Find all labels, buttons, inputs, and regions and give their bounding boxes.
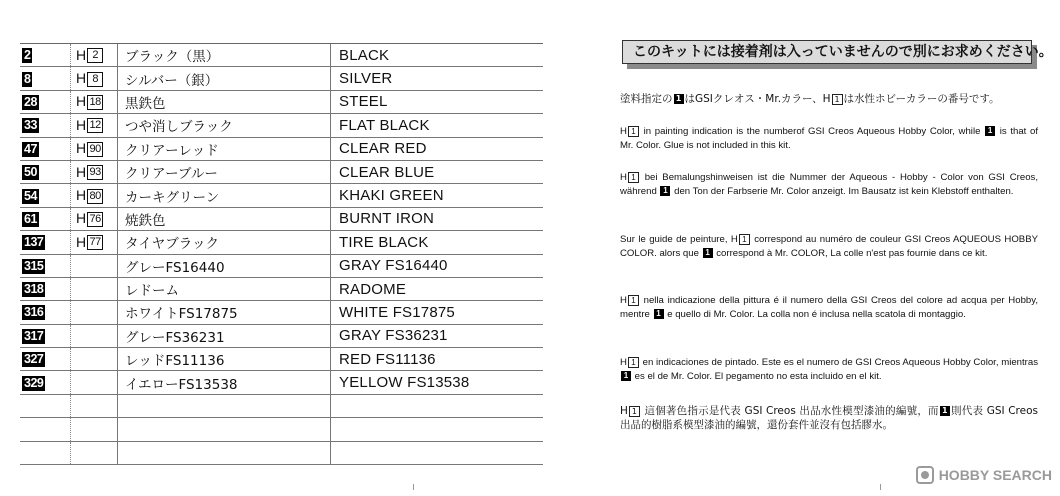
note-japanese [620,92,1038,106]
color-name-japanese: イエローFS13538 [118,371,331,394]
color-row [20,371,543,394]
color-code-cell [20,348,71,371]
color-code-cell [20,114,71,137]
note-text: nella indicazione della pittura é il numero della GSI Creos del colore ad acqua per Hobby, mentre [620,295,1038,320]
mr-color-code-badge: 28 [24,94,37,109]
aqueous-code-box: 90 [87,142,103,157]
aqueous-code-cell [71,184,118,207]
aqueous-code-cell [71,90,118,113]
color-name-japanese: ホワイトFS17875 [118,301,331,324]
note-text: はGSIクレオス・Mr.カラー、H [684,93,831,105]
note-text: H [620,357,627,368]
note-text: 這個著色指示是代表 GSI Creos 出品水性模型漆油的編號，而 [640,405,939,417]
color-name-japanese: レッドFS11136 [118,348,331,371]
color-name-english: CLEAR BLUE [331,160,543,183]
color-code-cell [20,301,71,324]
color-name-english [331,418,543,441]
mr-color-code-badge: 8 [24,71,31,86]
note-text: 則代表 GSI Creos 出品的樹脂系模型漆油的編號，還份套件並沒有包括膠水。 [620,405,1038,431]
color-name-english: KHAKI GREEN [331,184,543,207]
mr-color-badge-icon: 1 [621,371,631,381]
color-code-cell [20,231,71,254]
color-code-cell [20,441,71,464]
color-row [20,137,543,160]
aqueous-code-cell [71,394,118,417]
note-text: den Ton der Farbserie Mr. Color anzeigt. Im Bausatz ist kein Klebstoff enthalten. [671,186,1014,197]
notes-panel [620,40,1053,431]
aqueous-prefix: H [76,93,87,110]
aqueous-code-box: 12 [87,118,103,133]
note-english [620,125,1038,153]
aqueous-code-cell [71,207,118,230]
aqueous-code-cell [71,324,118,347]
mr-color-badge-icon: 1 [703,248,713,258]
mr-color-code-badge: 327 [24,352,44,367]
color-row [20,67,543,90]
aqueous-prefix: H [76,116,87,133]
note-spanish [620,356,1038,384]
color-code-cell [20,160,71,183]
mr-color-code-badge: 318 [24,282,44,297]
color-name-english: GRAY FS16440 [331,254,543,277]
aqueous-prefix: H [76,70,87,87]
aqueous-code-cell [71,231,118,254]
mr-color-code-badge: 61 [24,211,37,226]
aqueous-color-box-icon: 1 [628,126,639,137]
margin-tick [880,484,881,490]
note-text: bei Bemalungshinweisen ist die Nummer der Aqueous - Hobby - Color von GSI Creos, während [620,172,1038,197]
color-name-english: GRAY FS36231 [331,324,543,347]
note-text: correspond à Mr. COLOR, La colle n'est pas fournie dans ce kit. [713,248,988,259]
color-name-japanese: レドーム [118,277,331,300]
note-german [620,171,1038,199]
mr-color-code-badge: 315 [24,258,44,273]
aqueous-prefix: H [76,233,87,250]
note-text: e quello di Mr. Color. La colla non é inclusa nella scatola di montaggio. [664,309,966,320]
note-chinese [620,404,1038,432]
color-code-cell [20,137,71,160]
color-row [20,231,543,254]
mr-color-code-badge: 137 [24,235,44,250]
aqueous-code-cell [71,114,118,137]
mr-color-code-badge: 317 [24,328,44,343]
color-name-english [331,394,543,417]
color-code-cell [20,90,71,113]
color-name-japanese: タイヤブラック [118,231,331,254]
mr-color-badge-icon: 1 [940,406,950,416]
color-row [20,324,543,347]
color-name-japanese [118,394,331,417]
color-row [20,207,543,230]
aqueous-code-cell [71,160,118,183]
note-text: en indicaciones de pintado. Este es el numero de GSI Creos Aqueous Hobby Color, mientras [639,357,1038,368]
note-text: H [620,126,627,137]
color-name-english: YELLOW FS13538 [331,371,543,394]
aqueous-prefix: H [76,46,87,63]
note-text: H [620,295,627,306]
color-name-japanese: カーキグリーン [118,184,331,207]
color-row [20,44,543,67]
mr-color-code-badge: 316 [24,305,44,320]
aqueous-color-box-icon: 1 [628,357,639,368]
color-code-cell [20,277,71,300]
glue-notice-text: このキットには接着剤は入っていませんので別にお求めください。 [622,40,1032,64]
mr-color-code-badge: 33 [24,118,37,133]
color-name-english: STEEL [331,90,543,113]
note-text: H [620,172,627,183]
color-code-cell [20,67,71,90]
color-name-english: RED FS11136 [331,348,543,371]
aqueous-code-cell [71,441,118,464]
color-name-english: RADOME [331,277,543,300]
mr-color-badge-icon: 1 [674,94,684,104]
aqueous-prefix: H [76,140,87,157]
color-code-cell [20,324,71,347]
color-name-english: CLEAR RED [331,137,543,160]
aqueous-prefix: H [76,210,87,227]
color-code-cell [20,394,71,417]
note-italian [620,294,1038,322]
color-code-cell [20,44,71,67]
aqueous-code-box: 76 [87,212,103,227]
aqueous-code-box: 77 [87,235,103,250]
note-text: is that of Mr. Color. Glue is not included in this kit. [620,126,1038,151]
aqueous-code-box: 2 [87,48,103,63]
note-text: correspond au numéro de couleur GSI Creos AQUEOUS HOBBY COLOR. alors que [620,234,1038,259]
color-name-japanese: グレーFS16440 [118,254,331,277]
color-name-japanese: つや消しブラック [118,114,331,137]
color-name-english: FLAT BLACK [331,114,543,137]
aqueous-code-box: 8 [87,72,103,87]
mr-color-code-badge: 54 [24,188,37,203]
color-row [20,184,543,207]
mr-color-badge-icon: 1 [660,186,670,196]
color-name-japanese [118,418,331,441]
aqueous-code-cell [71,67,118,90]
aqueous-code-cell [71,418,118,441]
aqueous-prefix: H [76,163,87,180]
color-code-cell [20,254,71,277]
aqueous-code-box: 93 [87,165,103,180]
color-row [20,394,543,417]
color-row [20,114,543,137]
note-text: は水性ホビーカラーの番号です。 [843,93,1000,105]
color-row [20,160,543,183]
color-name-english: SILVER [331,67,543,90]
color-name-japanese [118,441,331,464]
note-text: H [620,405,628,417]
color-row [20,277,543,300]
color-name-japanese: 焼鉄色 [118,207,331,230]
color-name-english: BURNT IRON [331,207,543,230]
color-name-english [331,441,543,464]
mr-color-code-badge: 47 [24,141,37,156]
note-french [620,233,1038,261]
margin-tick [413,484,414,490]
mr-color-code-badge: 329 [24,375,44,390]
note-text: 塗料指定の [620,93,673,105]
color-name-japanese: シルバー（銀） [118,67,331,90]
color-name-japanese: グレーFS36231 [118,324,331,347]
aqueous-code-box: 18 [87,95,103,110]
mr-color-badge-icon: 1 [654,309,664,319]
color-name-japanese: 黒鉄色 [118,90,331,113]
aqueous-code-cell [71,348,118,371]
paint-color-table [20,43,543,465]
aqueous-code-box: 80 [87,189,103,204]
color-name-english: BLACK [331,44,543,67]
note-text: in painting indication is the numberof GSI Creos Aqueous Hobby Color, while [639,126,985,137]
note-text: Sur le guide de peinture, H [620,234,738,245]
aqueous-code-cell [71,277,118,300]
color-code-cell [20,371,71,394]
hobbysearch-watermark [916,462,1052,488]
aqueous-code-cell [71,301,118,324]
aqueous-code-cell [71,137,118,160]
watermark-brand: HOBBY SEARCH [938,467,1052,483]
color-row [20,90,543,113]
mr-color-code-badge: 2 [24,48,31,63]
note-text: es el de Mr. Color. El pegamento no esta incluido en el kit. [632,371,882,382]
color-name-english: WHITE FS17875 [331,301,543,324]
color-row [20,301,543,324]
hobbysearch-logo-icon [916,466,934,484]
aqueous-color-box-icon: 1 [832,94,843,105]
color-name-japanese: クリアーブルー [118,160,331,183]
color-name-japanese: クリアーレッド [118,137,331,160]
color-code-cell [20,207,71,230]
color-row [20,441,543,464]
aqueous-color-box-icon: 1 [628,172,639,183]
color-code-cell [20,418,71,441]
mr-color-badge-icon: 1 [985,126,995,136]
aqueous-color-box-icon: 1 [628,295,639,306]
color-row [20,348,543,371]
aqueous-color-box-icon: 1 [739,234,750,245]
glue-notice-banner [622,40,1053,70]
aqueous-color-box-icon: 1 [629,406,640,417]
color-row [20,418,543,441]
aqueous-prefix: H [76,187,87,204]
aqueous-code-cell [71,44,118,67]
color-code-cell [20,184,71,207]
color-row [20,254,543,277]
mr-color-code-badge: 50 [24,165,37,180]
aqueous-code-cell [71,371,118,394]
color-name-english: TIRE BLACK [331,231,543,254]
color-name-japanese: ブラック（黒） [118,44,331,67]
aqueous-code-cell [71,254,118,277]
